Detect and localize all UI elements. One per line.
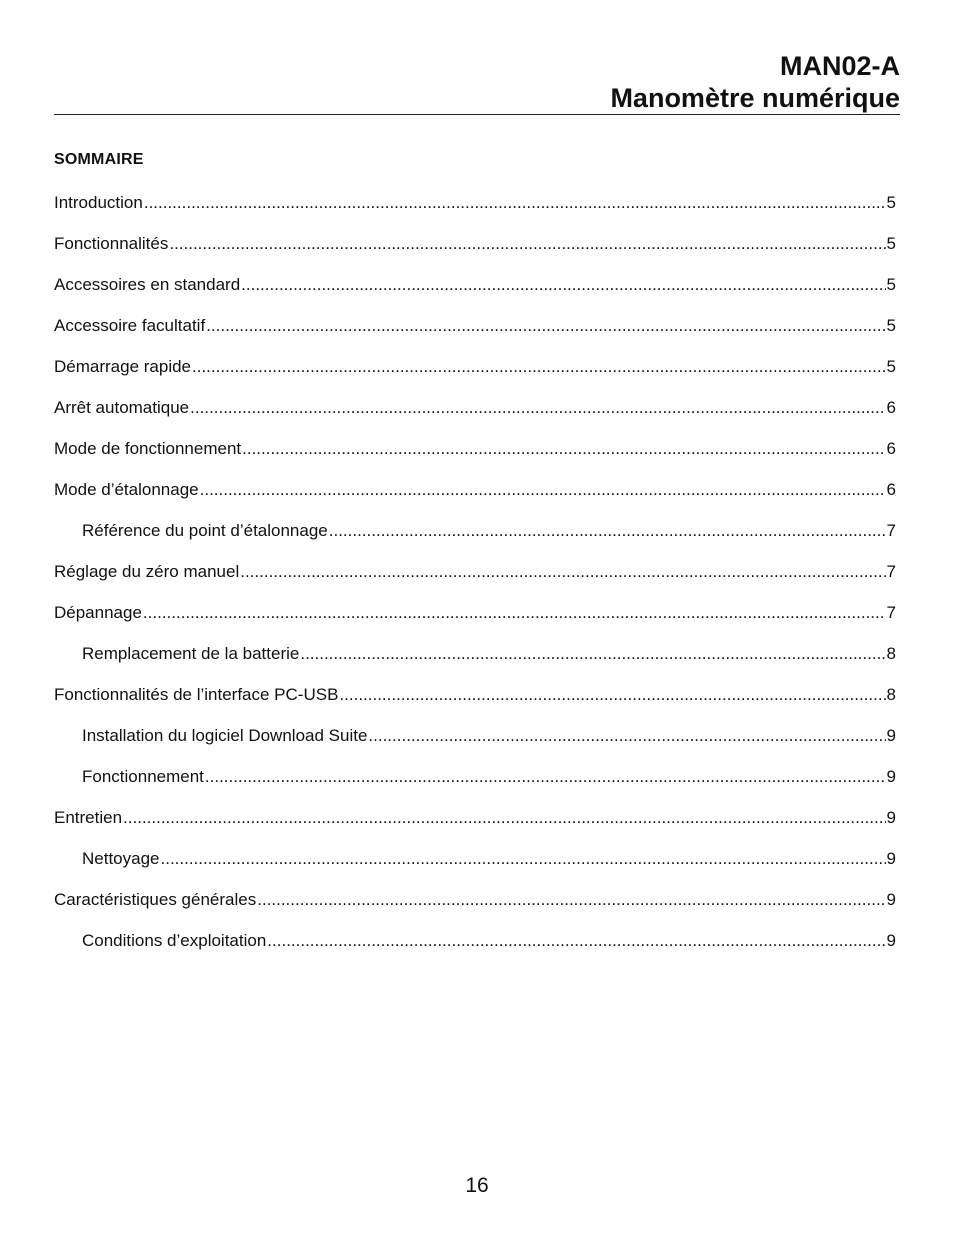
toc-entry-label: Remplacement de la batterie [82, 644, 300, 663]
toc-entry-page: 7 [886, 603, 896, 622]
toc-dot-leader [190, 397, 885, 419]
toc-entry-label: Nettoyage [82, 849, 160, 868]
toc-dot-leader [200, 479, 886, 501]
toc-entry-label: Caractéristiques générales [54, 890, 257, 909]
toc-entry[interactable] [54, 315, 896, 356]
toc-entry-page: 9 [886, 849, 896, 868]
toc-entry-page: 6 [886, 480, 896, 499]
toc-entry-page: 8 [886, 685, 896, 704]
toc-entry-page: 9 [886, 767, 896, 786]
toc-dot-leader [192, 356, 886, 378]
toc-entry[interactable] [54, 930, 896, 971]
toc-heading: SOMMAIRE [54, 151, 144, 168]
toc-entry-page: 6 [886, 398, 896, 417]
model-number: MAN02-A [779, 51, 900, 81]
toc-dot-leader [240, 561, 885, 583]
toc-entry[interactable] [54, 643, 896, 684]
toc-entry[interactable] [54, 520, 896, 561]
toc-dot-leader [169, 233, 885, 255]
toc-dot-leader [205, 766, 886, 788]
toc-dot-leader [241, 274, 885, 296]
toc-entry-page: 5 [886, 193, 896, 212]
toc-entry-page: 5 [886, 316, 896, 335]
toc-entry-label: Référence du point d’étalonnage [82, 521, 328, 540]
toc-entry-label: Dépannage [54, 603, 142, 622]
toc-entry-label: Entretien [54, 808, 123, 827]
toc-dot-leader [206, 315, 885, 337]
toc-entry-label: Démarrage rapide [54, 357, 192, 376]
toc-dot-leader [329, 520, 886, 542]
toc-entry-label: Réglage du zéro manuel [54, 562, 240, 581]
toc-entry[interactable] [54, 274, 896, 315]
toc-entry-label: Installation du logiciel Download Suite [82, 726, 368, 745]
toc-entry[interactable] [54, 561, 896, 602]
toc-entry[interactable] [54, 233, 896, 274]
toc-entry[interactable] [54, 397, 896, 438]
toc-entry-label: Mode de fonctionnement [54, 439, 242, 458]
toc-entry-label: Introduction [54, 193, 143, 212]
toc-entry[interactable] [54, 684, 896, 725]
page-number: 16 [465, 1174, 489, 1197]
toc-dot-leader [267, 930, 885, 952]
toc-entry-label: Fonctionnalités [54, 234, 169, 253]
toc-entry-page: 5 [886, 357, 896, 376]
toc-entry[interactable] [54, 602, 896, 643]
toc-entry-page: 5 [886, 234, 896, 253]
toc-entry[interactable] [54, 192, 896, 233]
toc-entry-page: 8 [886, 644, 896, 663]
toc-entry-page: 7 [886, 562, 896, 581]
toc-entry[interactable] [54, 725, 896, 766]
toc-entry-label: Fonctionnement [82, 767, 204, 786]
toc-entry-label: Accessoires en standard [54, 275, 241, 294]
toc-entry[interactable] [54, 479, 896, 520]
toc-entry-label: Arrêt automatique [54, 398, 190, 417]
toc-entry-page: 9 [886, 931, 896, 950]
toc-entry-label: Fonctionnalités de l’interface PC-USB [54, 685, 339, 704]
document-title: Manomètre numérique [610, 83, 900, 113]
table-of-contents [54, 192, 896, 971]
toc-entry[interactable] [54, 807, 896, 848]
toc-entry-page: 5 [886, 275, 896, 294]
toc-entry[interactable] [54, 889, 896, 930]
toc-entry[interactable] [54, 766, 896, 807]
toc-dot-leader [368, 725, 885, 747]
toc-dot-leader [123, 807, 885, 829]
toc-entry[interactable] [54, 438, 896, 479]
toc-dot-leader [143, 602, 886, 624]
toc-entry-label: Conditions d’exploitation [82, 931, 267, 950]
toc-dot-leader [144, 192, 886, 214]
toc-entry-label: Mode d’étalonnage [54, 480, 199, 499]
page-header [54, 50, 900, 115]
toc-dot-leader [161, 848, 886, 870]
toc-entry[interactable] [54, 356, 896, 397]
toc-dot-leader [339, 684, 885, 706]
toc-entry[interactable] [54, 848, 896, 889]
toc-entry-page: 9 [886, 808, 896, 827]
toc-entry-page: 9 [886, 726, 896, 745]
toc-entry-label: Accessoire facultatif [54, 316, 206, 335]
toc-dot-leader [300, 643, 885, 665]
toc-dot-leader [257, 889, 885, 911]
toc-dot-leader [242, 438, 885, 460]
toc-entry-page: 9 [886, 890, 896, 909]
toc-entry-page: 6 [886, 439, 896, 458]
toc-entry-page: 7 [886, 521, 896, 540]
